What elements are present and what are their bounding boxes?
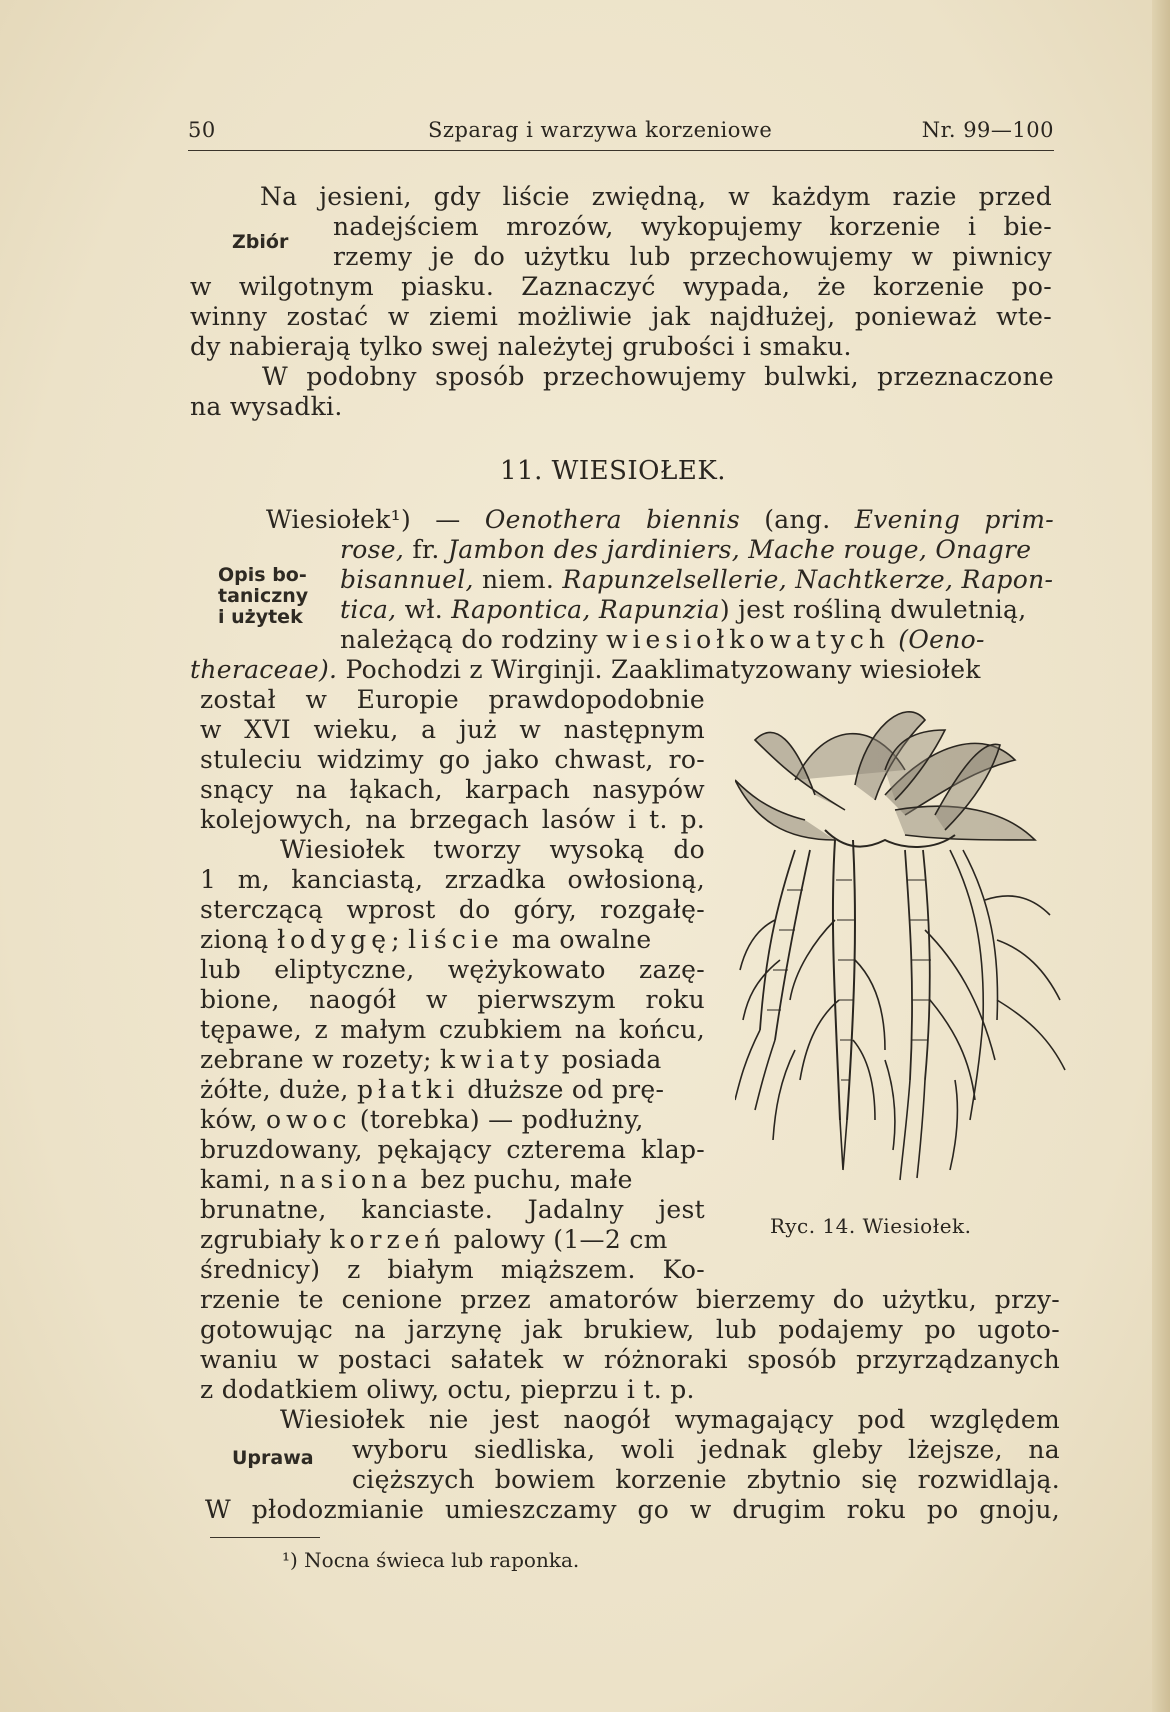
text-line: Na jesieni, gdy liście zwiędną, w każdym razie przed: [260, 182, 1052, 211]
text-line: w wilgotnym piasku. Zaznaczyć wypada, że korzenie po-: [190, 272, 1052, 301]
text-line: dy nabierają tylko swej należytej grubości i smaku.: [190, 332, 852, 361]
text-line: W płodozmianie umieszczamy go w drugim roku po gnoju,: [205, 1495, 1060, 1524]
text-line: z dodatkiem oliwy, octu, pieprzu i t. p.: [200, 1375, 695, 1404]
margin-note-opis: Opis bo- taniczny i użytek: [218, 564, 309, 628]
text-line: Wiesiołek¹) — Oenothera biennis (ang. Evening prim-: [266, 505, 1055, 534]
text-line: zgrubiały korzeń palowy (1—2 cm: [200, 1225, 668, 1254]
running-header: [188, 114, 1054, 151]
text-line: snący na łąkach, karpach nasypów: [200, 775, 705, 804]
text-line: 1 m, kanciastą, zrzadka owłosioną,: [200, 865, 705, 894]
section-heading: 11. WIESIOŁEK.: [500, 456, 727, 486]
text-line: należącą do rodziny wiesiołkowatych (Oeno-: [340, 625, 985, 654]
text-line: winny zostać w ziemi możliwie jak najdłużej, ponieważ wte-: [190, 302, 1052, 331]
figure-evening-primrose: [735, 700, 1075, 1200]
footnote: ¹) Nocna świeca lub raponka.: [282, 1548, 580, 1572]
text-line: theraceae). Pochodzi z Wirginji. Zaaklimatyzowany wiesiołek: [190, 655, 981, 684]
text-line: ków, owoc (torebka) — podłużny,: [200, 1105, 644, 1134]
text-line: tica, wł. Rapontica, Rapunzia) jest rośliną dwuletnią,: [340, 595, 1027, 624]
text-line: zebrane w rozety; kwiaty posiada: [200, 1045, 662, 1074]
issue-number: Nr. 99—100: [921, 118, 1054, 142]
text-line: bruzdowany, pękający czterema klap-: [200, 1135, 705, 1164]
text-line: zioną łodygę; liście ma owalne: [200, 925, 652, 954]
text-line: bisannuel, niem. Rapunzelsellerie, Nachtkerze, Rapon-: [340, 565, 1054, 594]
text-line: bione, naogół w pierwszym roku: [200, 985, 705, 1014]
text-line: tępawe, z małym czubkiem na końcu,: [200, 1015, 705, 1044]
running-title: Szparag i warzywa korzeniowe: [428, 118, 773, 142]
page-number: 50: [188, 118, 216, 142]
text-line: na wysadki.: [190, 392, 343, 421]
text-line: kolejowych, na brzegach lasów i t. p.: [200, 805, 705, 834]
text-line: brunatne, kanciaste. Jadalny jest: [200, 1195, 705, 1224]
text-line: rzemy je do użytku lub przechowujemy w piwnicy: [333, 242, 1052, 271]
text-line: gotowując na jarzynę jak brukiew, lub podajemy po ugoto-: [200, 1315, 1060, 1344]
text-line: żółte, duże, płatki dłuższe od prę-: [200, 1075, 665, 1104]
text-line: Wiesiołek nie jest naogół wymagający pod względem: [280, 1405, 1060, 1434]
text-line: w XVI wieku, a już w następnym: [200, 715, 705, 744]
text-line: średnicy) z białym miąższem. Ko-: [200, 1255, 705, 1284]
text-line: nadejściem mrozów, wykopujemy korzenie i bie-: [333, 212, 1052, 241]
text-line: został w Europie prawdopodobnie: [200, 685, 705, 714]
text-line: waniu w postaci sałatek w różnoraki sposób przyrządzanych: [200, 1345, 1060, 1374]
margin-note-zbior: Zbiór: [232, 231, 289, 253]
text-line: rose, fr. Jambon des jardiniers, Mache rouge, Onagre: [340, 535, 1032, 564]
text-line: rzenie te cenione przez amatorów bierzemy do użytku, przy-: [200, 1285, 1060, 1314]
text-line: Wiesiołek tworzy wysoką do: [280, 835, 705, 864]
text-line: sterczącą wprost do góry, rozgałę-: [200, 895, 705, 924]
margin-note-uprawa: Uprawa: [232, 1447, 314, 1469]
page-edge: [1152, 0, 1170, 1712]
text-line: wyboru siedliska, woli jednak gleby lżejsze, na: [352, 1435, 1060, 1464]
plant-illustration: [735, 700, 1075, 1200]
text-line: stuleciu widzimy go jako chwast, ro-: [200, 745, 705, 774]
footnote-rule: [210, 1537, 320, 1538]
text-line: kami, nasiona bez puchu, małe: [200, 1165, 633, 1194]
text-line: W podobny sposób przechowujemy bulwki, przeznaczone: [262, 362, 1054, 391]
text-line: cięższych bowiem korzenie zbytnio się rozwidlają.: [352, 1465, 1060, 1494]
figure-caption: Ryc. 14. Wiesiołek.: [770, 1214, 972, 1238]
text-line: lub eliptyczne, wężykowato zazę-: [200, 955, 705, 984]
